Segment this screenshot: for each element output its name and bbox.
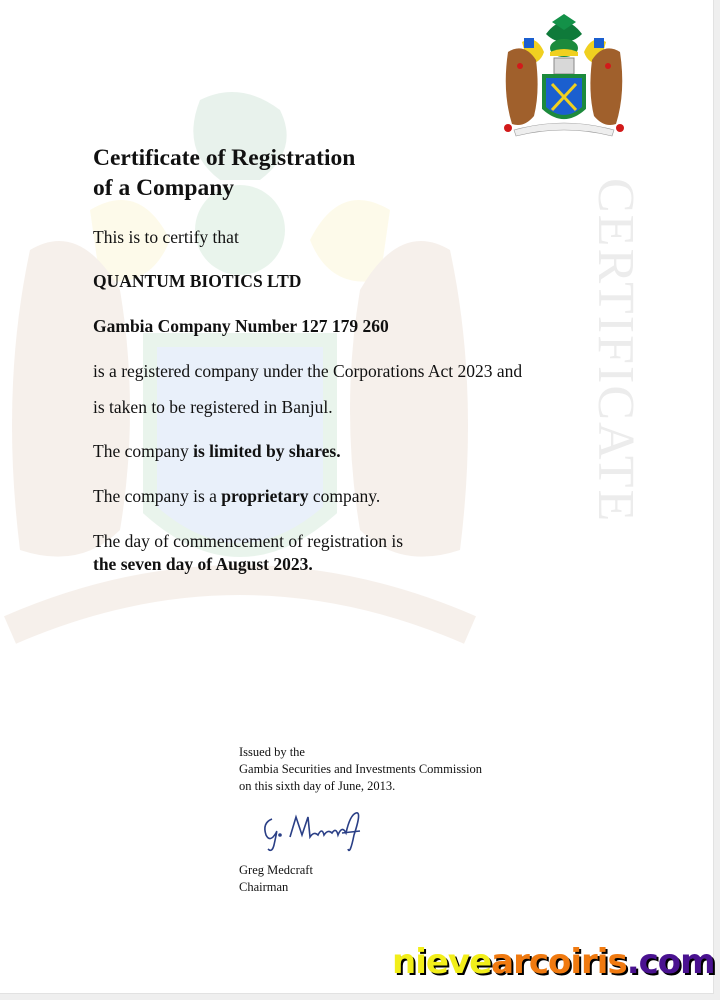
registration-line-1: is a registered company under the Corporations Act 2023 and bbox=[93, 361, 523, 381]
type-prefix: The company is a bbox=[93, 486, 222, 506]
limited-statement bbox=[93, 440, 341, 462]
certificate-side-watermark: CERTIFICATE bbox=[587, 178, 644, 524]
brand-part-2: arcoiris bbox=[491, 942, 627, 982]
company-type-statement bbox=[93, 485, 380, 507]
signer-role: Chairman bbox=[239, 880, 289, 894]
commencement-date: the seven day of August 2023. bbox=[93, 554, 313, 574]
brand-watermark bbox=[392, 942, 715, 982]
type-bold: proprietary bbox=[221, 486, 309, 506]
intro-text: This is to certify that bbox=[93, 227, 239, 247]
company-number: Gambia Company Number 127 179 260 bbox=[93, 316, 389, 336]
limited-prefix: The company bbox=[93, 441, 194, 461]
issuer-line-1: Issued by the bbox=[239, 745, 305, 759]
title-line-1: Certificate of Registration bbox=[93, 145, 356, 171]
signer-name: Greg Medcraft bbox=[239, 863, 313, 877]
commencement-line-1: The day of commencement of registration is bbox=[93, 531, 404, 551]
registration-line-2: is taken to be registered in Banjul. bbox=[93, 397, 333, 417]
signer-block bbox=[239, 862, 313, 896]
signature-icon bbox=[258, 805, 373, 857]
type-suffix: company. bbox=[308, 486, 381, 506]
gambia-coat-of-arms-icon bbox=[494, 12, 634, 142]
issuer-line-3: on this sixth day of June, 2013. bbox=[239, 779, 396, 793]
title-line-2: of a Company bbox=[93, 175, 235, 201]
issuer-block bbox=[239, 744, 482, 795]
limited-bold: is limited by shares. bbox=[193, 441, 341, 461]
company-name: QUANTUM BIOTICS LTD bbox=[93, 271, 302, 291]
issuer-line-2: Gambia Securities and Investments Commission bbox=[239, 762, 483, 776]
brand-part-1: nieve bbox=[392, 942, 492, 982]
certificate-title bbox=[93, 143, 355, 203]
brand-part-3: .com bbox=[626, 942, 715, 982]
